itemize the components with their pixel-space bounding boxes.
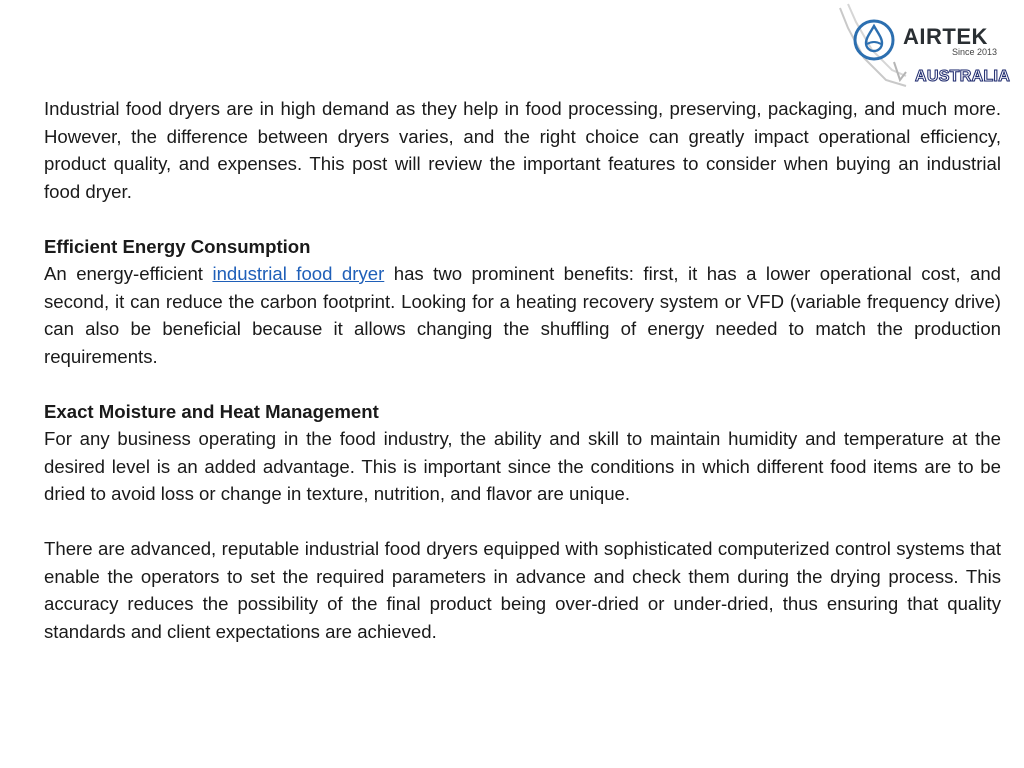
brand-since: Since 2013 — [952, 47, 998, 57]
spacer — [44, 370, 1001, 398]
intro-paragraph: Industrial food dryers are in high demand as they help in food processing, preserving, packaging, and much more. However, the difference between dryers varies, and the right choice can greatly impact operational efficiency, product quality, and expenses. This post will review the important features to consider when buying an industrial food dryer. — [44, 98, 1001, 202]
moisture-paragraph-1: For any business operating in the food industry, the ability and skill to maintain humidity and temperature at the desired level is an added advantage. This is important since the conditions in which different food items are to be dried to avoid loss or change in texture, nutrition, and flavor are unique. — [44, 428, 1001, 504]
brand-name: AIRTEK — [903, 24, 988, 49]
energy-text-end: has two prominent benefits: first, it has a lower operational cost, and second, it can reduce the carbon footprint. Looking for a heating recovery system or VFD (variable frequency drive) can also be beneficial because it allows changing the shuffling of energy needed to match the production requirements. — [44, 263, 1001, 367]
energy-text-start: An energy-efficient — [44, 263, 213, 284]
brand-country: AUSTRALIA — [915, 68, 1011, 85]
article-body — [44, 95, 1001, 645]
industrial-food-dryer-link[interactable]: industrial food dryer — [212, 263, 385, 284]
airtek-logo — [834, 0, 1024, 95]
spacer — [44, 205, 1001, 233]
moisture-paragraph-2: There are advanced, reputable industrial food dryers equipped with sophisticated computerized control systems that enable the operators to set the required parameters in advance and check them during the drying process. This accuracy reduces the possibility of the final product being over-dried or under-dried, thus ensuring that quality standards and client expectations are achieved. — [44, 538, 1001, 642]
section-heading-energy: Efficient Energy Consumption — [44, 235, 311, 257]
energy-paragraph — [44, 260, 1001, 370]
spacer — [44, 508, 1001, 536]
section-heading-moisture: Exact Moisture and Heat Management — [44, 400, 379, 422]
